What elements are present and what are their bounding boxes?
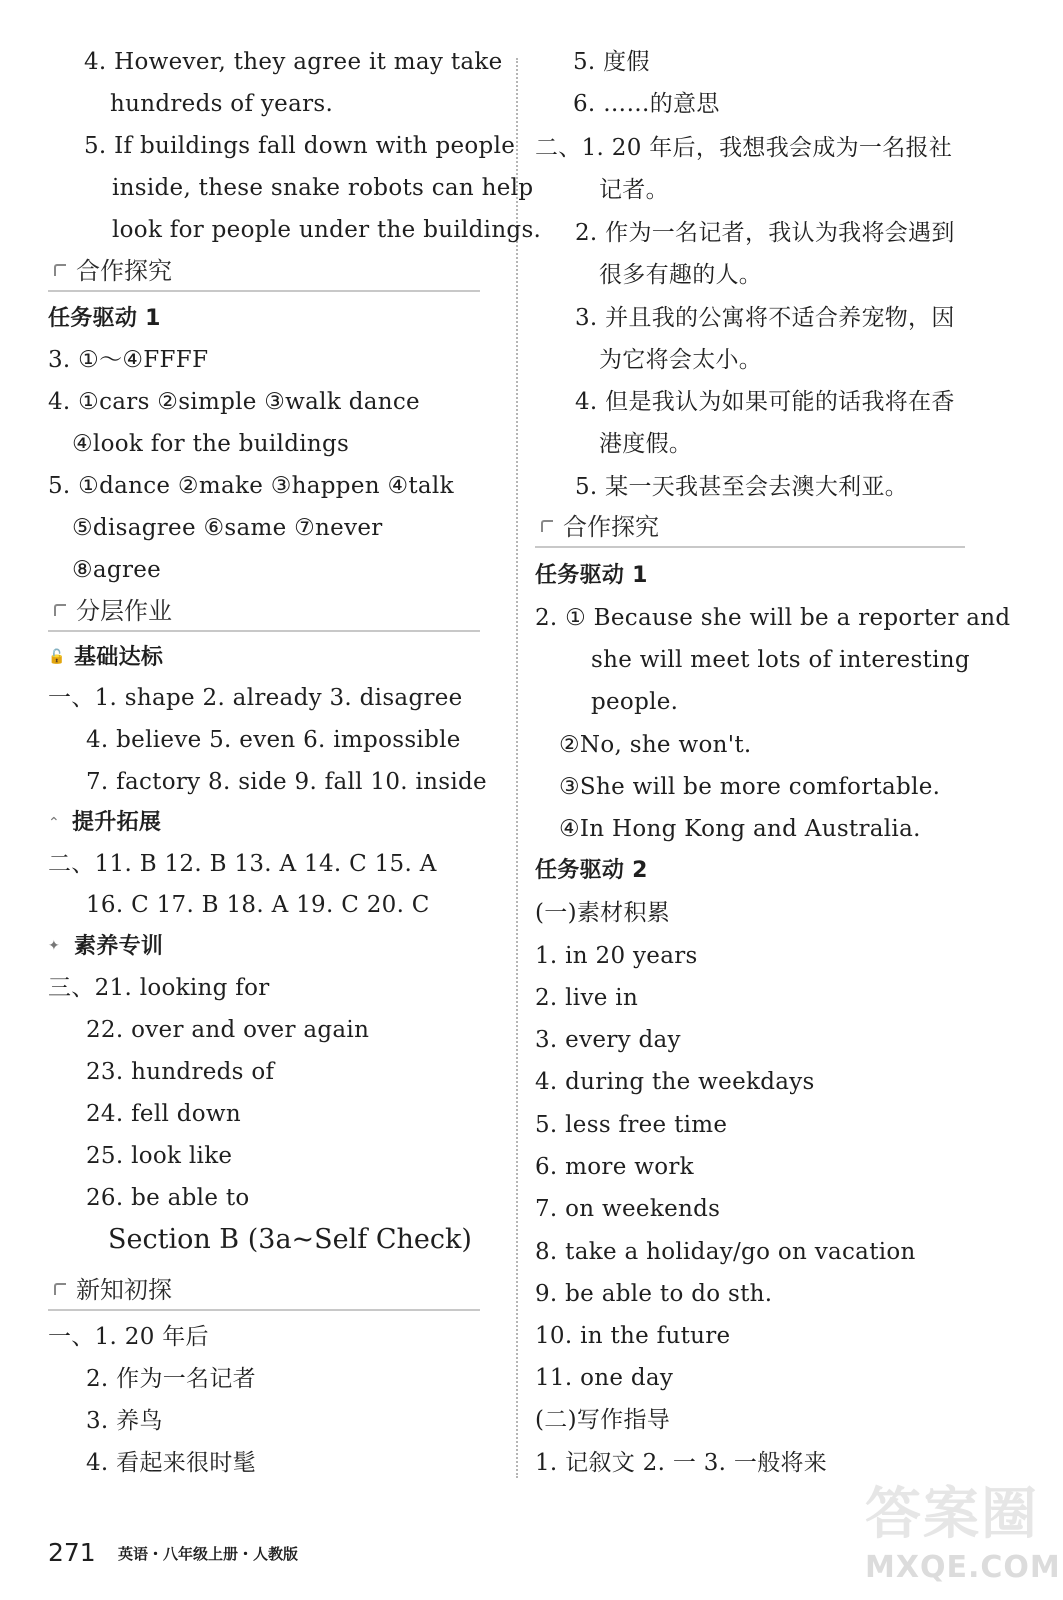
- answer-line: 港度假。: [599, 431, 693, 457]
- answer-line: 2. live in: [535, 985, 639, 1011]
- subsection-title: 素养专训: [74, 934, 164, 959]
- answer-line: 6. more work: [535, 1154, 694, 1180]
- section-heading: Section B (3a~Self Check): [108, 1224, 472, 1255]
- answer-line: 4. 但是我认为如果可能的话我将在香: [575, 389, 955, 415]
- answer-line: 5. 度假: [573, 49, 650, 75]
- answer-line: 1. in 20 years: [535, 943, 698, 969]
- answer-line: ④look for the buildings: [72, 431, 350, 457]
- task-title: 任务驱动 1: [48, 306, 161, 331]
- answer-line: 6. ……的意思: [573, 91, 720, 117]
- answer-line: 7. on weekends: [535, 1196, 721, 1222]
- task-title: 任务驱动 1: [535, 563, 648, 588]
- answer-line: 4. during the weekdays: [535, 1069, 815, 1095]
- book-info: 英语・八年级上册・人教版: [118, 1545, 299, 1563]
- section-header-cooperative-study: 合作探究: [48, 256, 480, 292]
- subsection-title: 提升拓展: [72, 810, 162, 835]
- section-marker-icon: [541, 520, 553, 532]
- answer-line: 三、21. looking for: [48, 975, 270, 1001]
- answer-line: 10. in the future: [535, 1323, 731, 1349]
- answer-line: 7. factory 8. side 9. fall 10. inside: [86, 769, 487, 795]
- answer-line: inside, these snake robots can help: [112, 175, 534, 201]
- arrow-up-icon: ⌃: [48, 815, 60, 831]
- section-marker-icon: [54, 1283, 66, 1295]
- answer-line: 为它将会太小。: [599, 347, 763, 373]
- answer-line: 24. fell down: [86, 1101, 242, 1127]
- answer-line: 4. believe 5. even 6. impossible: [86, 727, 461, 753]
- answer-line: 4. 看起来很时髦: [86, 1450, 256, 1476]
- answer-line: 1. 记叙文 2. 一 3. 一般将来: [535, 1450, 828, 1476]
- answer-line: 9. be able to do sth.: [535, 1281, 773, 1307]
- column-divider: [516, 58, 518, 1478]
- answer-line: 16. C 17. B 18. A 19. C 20. C: [86, 892, 430, 918]
- answer-line: 23. hundreds of: [86, 1059, 275, 1085]
- answer-line: 5. less free time: [535, 1112, 728, 1138]
- answer-line: 5. 某一天我甚至会去澳大利亚。: [575, 474, 909, 500]
- answer-line: 4. However, they agree it may take: [84, 49, 503, 75]
- answer-line: 二、11. B 12. B 13. A 14. C 15. A: [48, 851, 437, 877]
- task-title: 任务驱动 2: [535, 858, 648, 883]
- watermark-logo: 答案圈 MXQE.COM: [865, 1482, 1061, 1585]
- answer-line: 3. 并且我的公寓将不适合养宠物，因: [575, 305, 955, 331]
- section-header-new-knowledge: 新知初探: [48, 1275, 480, 1311]
- star-icon: ✦: [48, 938, 60, 954]
- answer-line: 二、1. 20 年后，我想我会成为一名报社: [535, 135, 953, 161]
- answer-line: (二)写作指导: [535, 1407, 671, 1433]
- answer-line: 2. ① Because she will be a reporter and: [535, 605, 1011, 631]
- section-marker-icon: [54, 264, 66, 276]
- answer-line: 25. look like: [86, 1143, 233, 1169]
- answer-line: 2. 作为一名记者，我认为我将会遇到: [575, 220, 955, 246]
- answer-line: 记者。: [599, 177, 669, 203]
- answer-line: 5. ①dance ②make ③happen ④talk: [48, 473, 454, 499]
- section-header-cooperative-study: 合作探究: [535, 512, 965, 548]
- page-number: 271: [48, 1538, 96, 1567]
- answer-line: 一、1. shape 2. already 3. disagree: [48, 685, 463, 711]
- answer-line: 8. take a holiday/go on vacation: [535, 1239, 916, 1265]
- answer-line: 5. If buildings fall down with people: [84, 133, 516, 159]
- answer-line: 3. 养鸟: [86, 1408, 163, 1434]
- answer-line: 2. 作为一名记者: [86, 1366, 256, 1392]
- answer-line: 4. ①cars ②simple ③walk dance: [48, 389, 420, 415]
- answer-line: ⑤disagree ⑥same ⑦never: [72, 515, 383, 541]
- answer-line: 很多有趣的人。: [599, 262, 763, 288]
- answer-line: (一)素材积累: [535, 900, 671, 926]
- subsection-title: 基础达标: [74, 645, 164, 670]
- answer-line: 26. be able to: [86, 1185, 250, 1211]
- section-marker-icon: [54, 604, 66, 616]
- answer-line: ②No, she won't.: [559, 732, 752, 758]
- answer-line: 3. every day: [535, 1027, 681, 1053]
- answer-line: hundreds of years.: [110, 91, 334, 117]
- answer-line: 一、1. 20 年后: [48, 1324, 209, 1350]
- answer-line: ③She will be more comfortable.: [559, 774, 941, 800]
- answer-line: look for people under the buildings.: [112, 217, 542, 243]
- answer-line: people.: [591, 689, 679, 715]
- lock-icon: 🔓: [48, 649, 66, 665]
- answer-line: she will meet lots of interesting: [591, 647, 970, 673]
- answer-line: ⑧agree: [72, 557, 162, 583]
- answer-line: 11. one day: [535, 1365, 674, 1391]
- section-header-layered-homework: 分层作业: [48, 596, 480, 632]
- answer-line: 3. ①～④FFFF: [48, 347, 209, 373]
- answer-line: 22. over and over again: [86, 1017, 370, 1043]
- answer-line: ④In Hong Kong and Australia.: [559, 816, 921, 842]
